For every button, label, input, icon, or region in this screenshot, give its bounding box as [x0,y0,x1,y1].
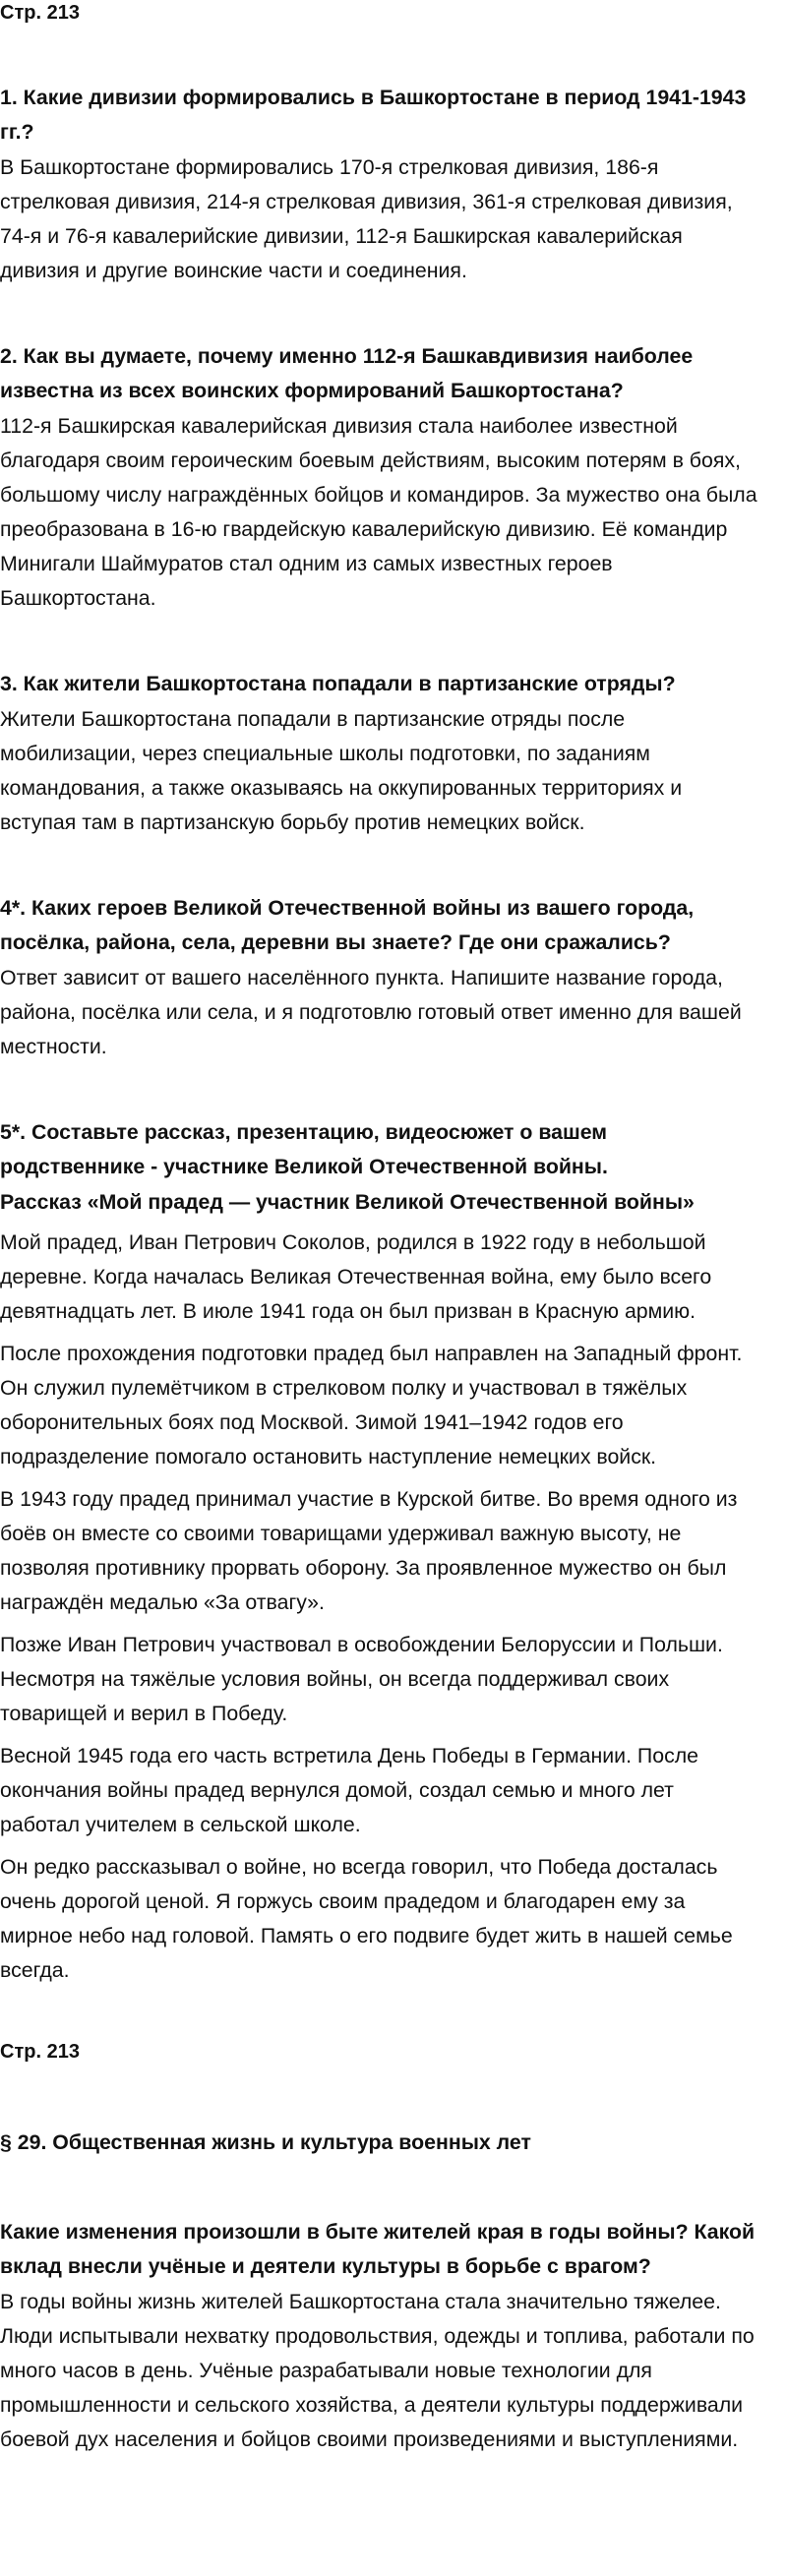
qa-block-section [0,2215,757,2457]
qa-block-4 [0,891,757,1064]
story-block [0,1115,757,1988]
page-label: Стр. 213 [0,2,80,24]
section-page-label: Стр. 213 [0,2041,80,2063]
question-2: 2. Как вы думаете, почему именно 112-я Башкавдивизия наиболее известна из всех воинских формирований Башкортостана? [0,344,694,402]
answer-4: Ответ зависит от вашего населённого пункта. Напишите название города, района, посёлка или села, и я подготовлю готовый ответ именно для вашей местности. [0,966,742,1058]
section-question: Какие изменения произошли в быте жителей края в годы войны? Какой вклад внесли учёные и деятели культуры в борьбе с врагом? [0,2220,756,2278]
section-answer: В годы войны жизнь жителей Башкортостана стала значительно тяжелее. Люди испытывали нехватку продовольствия, одежды и топлива, работали по много часов в день. Учёные разрабатывали новые технологии для промышленности и сельского хозяйства, а деятели культуры поддерживали боевой дух населения и бойцов своими произведениями и выступлениями. [0,2290,755,2451]
story-paragraph: Он редко рассказывал о войне, но всегда говорил, что Победа досталась очень дорогой ценой. Я горжусь своим прадедом и благодарен ему за мирное небо над головой. Память о его подвиге будет жить в нашей семье всегда. [0,1855,733,1982]
story-paragraph: Мой прадед, Иван Петрович Соколов, родился в 1922 году в небольшой деревне. Когда началась Великая Отечественная война, ему было всего девятнадцать лет. В июле 1941 года он был призван в Красную армию. [0,1230,712,1323]
qa-block-3 [0,667,757,840]
qa-block-2 [0,339,757,616]
answer-2: 112-я Башкирская кавалерийская дивизия стала наиболее известной благодаря своим героическим боевым действиям, высоким потерям в боях, большому числу награждённых бойцов и командиров. За мужество она была преобразована в 16-ю гвардейскую кавалерийскую дивизию. Её командир Минигали Шаймуратов стал одним из самых известных героев Башкортостана. [0,414,757,610]
qa-block-1 [0,81,757,288]
question-1: 1. Какие дивизии формировались в Башкортостане в период 1941-1943 гг.? [0,86,747,144]
answer-3: Жители Башкортостана попадали в партизанские отряды после мобилизации, через специальные школы подготовки, по заданиям командования, а также оказываясь на оккупированных территориях и вступая там в партизанскую борьбу против немецких войск. [0,707,683,834]
story-title: Рассказ «Мой прадед — участник Великой Отечественной войны» [0,1190,695,1214]
section-title: § 29. Общественная жизнь и культура военных лет [0,2130,531,2154]
question-3: 3. Как жители Башкортостана попадали в партизанские отряды? [0,672,676,695]
question-4: 4*. Каких героев Великой Отечественной войны из вашего города, посёлка, района, села, деревни вы знаете? Где они сражались? [0,896,695,954]
story-paragraph: Позже Иван Петрович участвовал в освобождении Белоруссии и Польши. Несмотря на тяжёлые условия войны, он всегда поддерживал своих товарищей и верил в Победу. [0,1633,723,1725]
question-5: 5*. Составьте рассказ, презентацию, видеосюжет о вашем родственнике - участнике Великой Отечественной войны. [0,1120,608,1178]
story-paragraph: После прохождения подготовки прадед был направлен на Западный фронт. Он служил пулемётчиком в стрелковом полку и участвовал в тяжёлых оборонительных боях под Москвой. Зимой 1941–1942 годов его подразделение помогало остановить наступление немецких войск. [0,1342,743,1468]
story-paragraph: В 1943 году прадед принимал участие в Курской битве. Во время одного из боёв он вместе со своими товарищами удерживал важную высоту, не позволяя противнику прорвать оборону. За проявленное мужество он был награждён медалью «За отвагу». [0,1487,738,1614]
story-paragraph: Весной 1945 года его часть встретила День Победы в Германии. После окончания войны прадед вернулся домой, создал семью и много лет работал учителем в сельской школе. [0,1744,698,1836]
answer-1: В Башкортостане формировались 170-я стрелковая дивизия, 186-я стрелковая дивизия, 214-я стрелковая дивизия, 361-я стрелковая дивизия, 74-я и 76-я кавалерийские дивизии, 112-я Башкирская кавалерийская дивизия и другие воинские части и соединения. [0,155,733,282]
